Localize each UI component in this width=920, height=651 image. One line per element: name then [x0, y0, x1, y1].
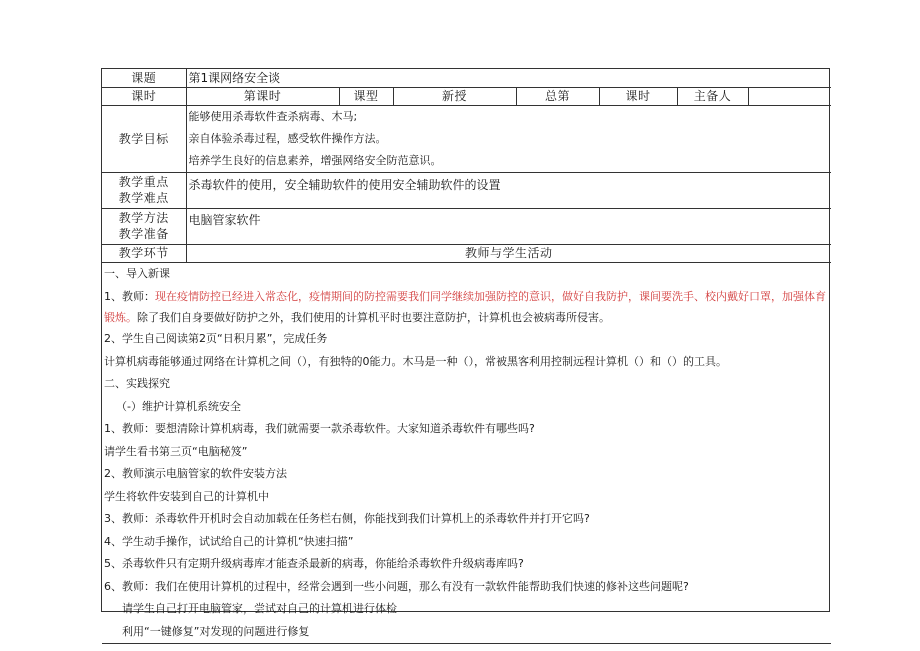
- methods-label: [102, 208, 186, 244]
- preparer-label: 主备人: [677, 87, 748, 105]
- line-1-red-a: 现在疫情防控已经进入常态化，疫情期间的防控需要我们同学继续加强防控的意识，做好自我防护，课间要洗手、校内戴好口罩，加强体育: [155, 289, 826, 303]
- activity-line-3: 计算机病毒能够通过网络在计算机之间（），有独特的0能力。木马是一种（），常被黑客利用控制远程计算机（）和（）的工具。: [104, 354, 727, 368]
- goals-label: 教学目标: [102, 105, 186, 172]
- section-title-intro: 一、导入新课: [104, 267, 170, 280]
- total-label: 总第: [516, 87, 599, 105]
- methods-label-1: 教学方法: [118, 211, 169, 225]
- goal-item: 培养学生良好的信息素养，增强网络安全防范意识。: [188, 153, 442, 167]
- key-points-label: [102, 172, 186, 208]
- activity-line-8: 3、教师：杀毒软件开机时会自动加载在任务栏右侧，你能找到我们计算机上的杀毒软件并打开它吗?: [104, 512, 590, 525]
- activity-line-6: 2、教师演示电脑管家的软件安装方法: [104, 467, 287, 480]
- activity-line-1: [104, 286, 829, 328]
- activity-header: 教师与学生活动: [186, 244, 831, 262]
- process-label: 教学环节: [102, 244, 186, 262]
- goal-item: 能够使用杀毒软件查杀病毒、木马;: [188, 109, 358, 123]
- section-title-practice: 二、实践探究: [104, 377, 170, 390]
- activity-line-11: 6、教师：我们在使用计算机的过程中，经常会遇到一些小问题，那么有没有一款软件能帮助我们快速的修补这些问题呢?: [104, 579, 689, 593]
- activity-line-5: 请学生看书第三页“电脑秘笈”: [104, 444, 248, 458]
- key-points-value: 杀毒软件的使用，安全辅助软件的使用安全辅助软件的设置: [186, 172, 831, 208]
- activity-line-4: 1、教师：要想清除计算机病毒，我们就需要一款杀毒软件。大家知道杀毒软件有哪些吗?: [104, 422, 535, 435]
- preparer-value: [748, 87, 831, 105]
- activity-body: [102, 262, 831, 643]
- type-label: 课型: [339, 87, 393, 105]
- lesson-plan-table: [102, 69, 831, 644]
- total-unit: 课时: [599, 87, 677, 105]
- goal-item: 亲自体验杀毒过程，感受软件操作方法。: [188, 131, 387, 145]
- key-points-label-1: 教学重点: [118, 175, 169, 189]
- activity-line-2: 2、学生自己阅读第2页“日积月累”，完成任务: [104, 332, 328, 345]
- goals-list: [186, 105, 831, 172]
- line-1-red-b: 锻炼。: [104, 310, 137, 324]
- methods-label-2: 教学准备: [118, 227, 169, 241]
- activity-line-9: 4、学生动手操作，试试给自己的计算机“快速扫描”: [104, 534, 354, 548]
- subsection-title: （-）维护计算机系统安全: [116, 399, 241, 413]
- activity-line-10: 5、杀毒软件只有定期升级病毒库才能查杀最新的病毒，你能给杀毒软件升级病毒库吗?: [104, 557, 524, 570]
- line-1-prefix: 1、教师：: [104, 289, 155, 303]
- key-points-label-2: 教学难点: [118, 191, 169, 205]
- period-label: 课时: [102, 87, 186, 105]
- line-1-rest: 除了我们自身要做好防护之外，我们使用的计算机平时也要注意防护，计算机也会被病毒所侵害。: [137, 310, 610, 324]
- type-value: 新授: [393, 87, 516, 105]
- lesson-plan-document: [101, 68, 830, 638]
- topic-label: 课题: [102, 69, 186, 87]
- activity-line-12: 请学生自己打开电脑管家，尝试对自己的计算机进行体检: [122, 602, 397, 615]
- period-value: 第课时: [186, 87, 339, 105]
- activity-line-13: 利用“一键修复”对发现的问题进行修复: [122, 624, 310, 638]
- activity-line-7: 学生将软件安装到自己的计算机中: [104, 489, 269, 503]
- methods-value: 电脑管家软件: [186, 208, 831, 244]
- topic-value: 第1课网络安全谈: [186, 69, 831, 87]
